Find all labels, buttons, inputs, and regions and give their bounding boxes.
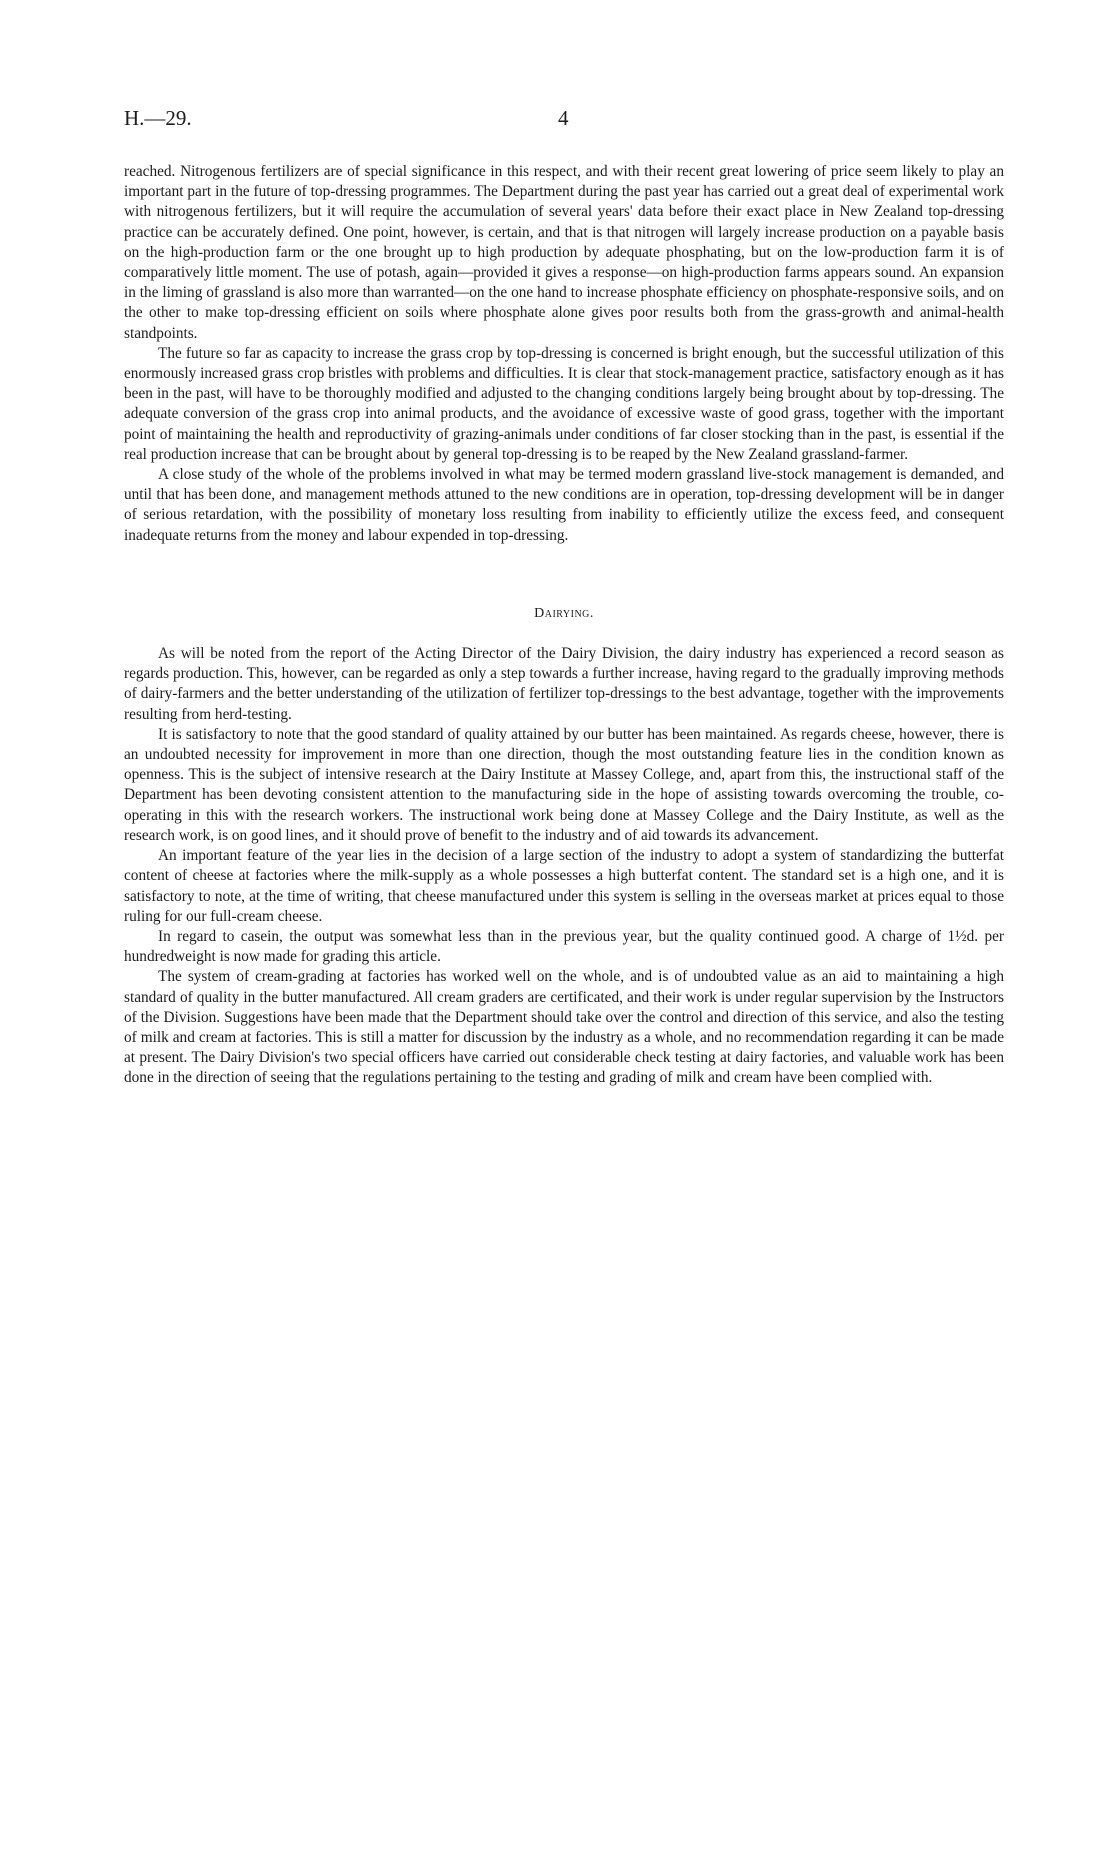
page-header [124,106,1004,134]
section-heading-dairying: Dairying. [534,605,594,621]
document-reference: H.—29. [124,106,192,130]
body-text [124,162,1004,1089]
paragraph: As will be noted from the report of the Acting Director of the Dairy Division, the dairy industry has experienced a record season as regards production. This, however, can be regarded as only a step towards a further increase, having regard to the gradually improving methods of dairy-farmers and the better understanding of the utilization of fertilizer top-dressings to the best advantage, together with the improvements resulting from herd-testing. [124,645,1004,723]
paragraph: The system of cream-grading at factories has worked well on the whole, and is of undoubted value as an aid to maintaining a high standard of quality in the butter manufactured. All cream graders are certificated, and their work is under regular supervision by the Instructors of the Division. Suggestions have been made that the Department should take over the control and direction of this service, and also the testing of milk and cream at factories. This is still a matter for discussion by the industry as a whole, and no recommendation regarding it can be made at present. The Dairy Division's two special officers have carried out considerable check testing at dairy factories, and valuable work has been done in the direction of seeing that the regulations pertaining to the testing and grading of milk and cream have been complied with. [124,968,1004,1087]
paragraph: A close study of the whole of the problems involved in what may be termed modern grassland live-stock management is demanded, and until that has been done, and management methods attuned to the new conditions are in operation, top-dressing development will be in danger of serious retardation, with the possibility of monetary loss resulting from inability to efficiently utilize the excess feed, and consequent inadequate returns from the money and labour expended in top-dressing. [124,466,1004,544]
paragraph: reached. Nitrogenous fertilizers are of special significance in this respect, and with their recent great lowering of price seem likely to play an important part in the future of top-dressing programmes. The Department during the past year has carried out a great deal of experimental work with nitrogenous fertilizers, but it will require the accumulation of several years' data before their exact place in New Zealand top-dressing practice can be accurately defined. One point, however, is certain, and that is that nitrogen will largely increase production on a payable basis on the high-production farm or the one brought up to high production by adequate phosphating, but on the low-production farm it is of comparatively little moment. The use of potash, again—provided it gives a response—on high-production farms appears sound. An expansion in the liming of grassland is also more than warranted—on the one hand to increase phosphate efficiency on phosphate-responsive soils, and on the other to make top-dressing efficient on soils where phosphate alone gives poor results both from the grass-growth and animal-health standpoints. [124,163,1004,342]
paragraph: The future so far as capacity to increase the grass crop by top-dressing is concerned is bright enough, but the successful utilization of this enormously increased grass crop bristles with problems and difficulties. It is clear that stock-management practice, satisfactory enough as it has been in the past, will have to be thoroughly modified and adjusted to the changing conditions largely being brought about by top-dressing. The adequate conversion of the grass crop into animal products, and the avoidance of excessive waste of good grass, together with the important point of maintaining the health and reproductivity of grazing-animals under conditions of far closer stocking than in the past, is essential if the real production increase that can be brought about by general top-dressing is to be reaped by the New Zealand grassland-farmer. [124,344,1004,463]
paragraph: In regard to casein, the output was somewhat less than in the previous year, but the quality continued good. A charge of 1½d. per hundredweight is now made for grading this article. [124,927,1004,966]
paragraph: It is satisfactory to note that the good standard of quality attained by our butter has been maintained. As regards cheese, however, there is an undoubted necessity for improvement in more than one direction, though the most outstanding feature lies in the condition known as openness. This is the subject of intensive research at the Dairy Institute at Massey College, and, apart from this, the instructional staff of the Department has been devoting consistent attention to the manufacturing side in the hope of assisting towards overcoming the trouble, co-operating in this with the research workers. The instructional work being done at Massey College and the Dairy Institute, as well as the research work, is on good lines, and it should prove of benefit to the industry and of aid towards its advancement. [124,725,1004,844]
page-number: 4 [558,106,569,130]
paragraph: An important feature of the year lies in the decision of a large section of the industry to adopt a system of standardizing the butterfat content of cheese at factories where the milk-supply as a whole possesses a high butterfat content. The standard set is a high one, and it is satisfactory to note, at the time of writing, that cheese manufactured under this system is selling in the overseas market at prices equal to those ruling for our full-cream cheese. [124,847,1004,925]
